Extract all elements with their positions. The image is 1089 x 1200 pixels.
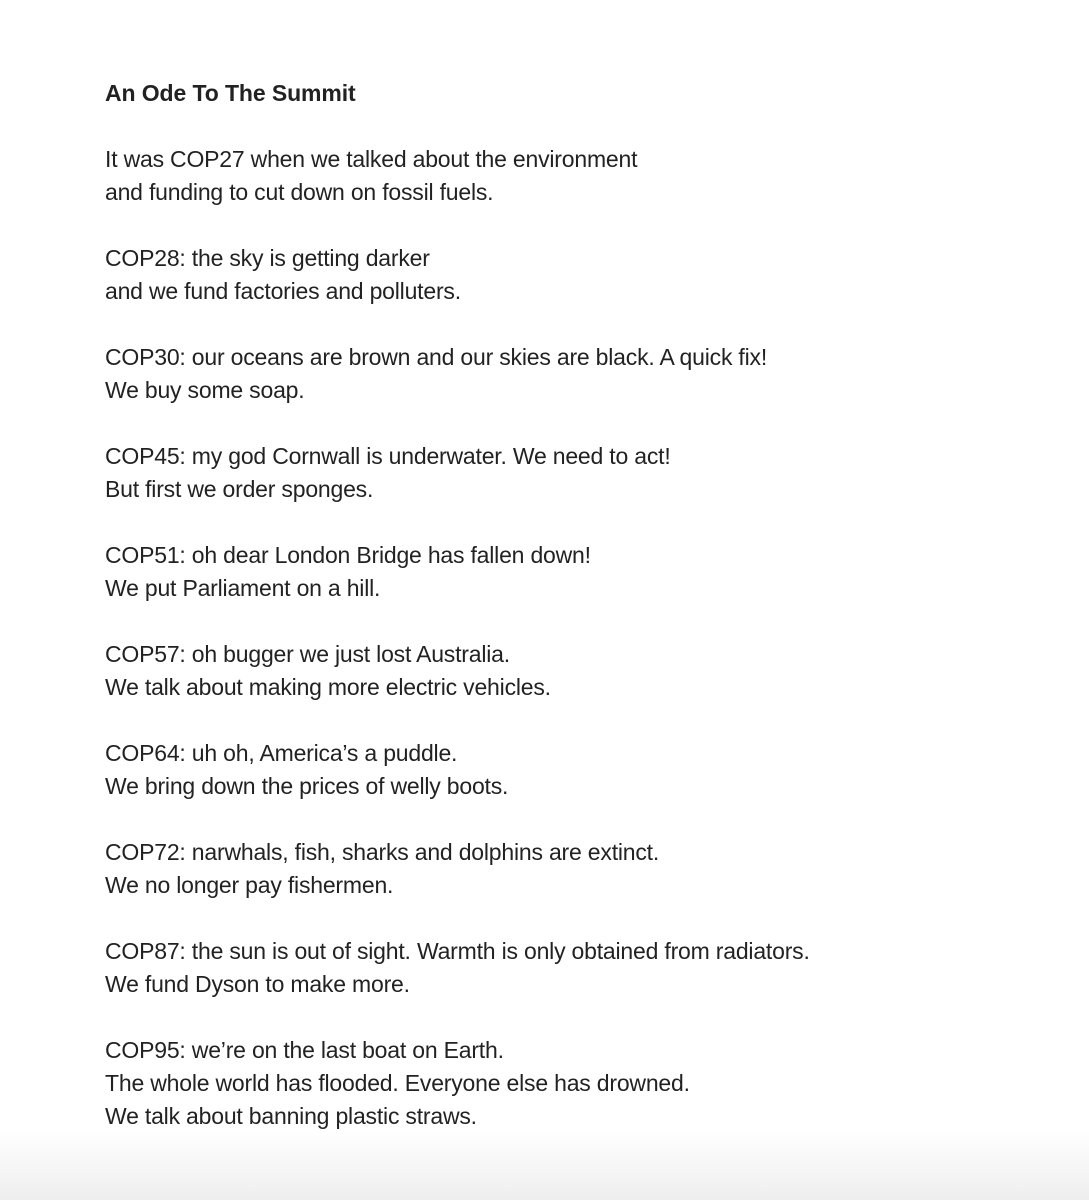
poem-line: and funding to cut down on fossil fuels. xyxy=(105,179,494,205)
poem-line: It was COP27 when we talked about the environment xyxy=(105,146,638,172)
poem-line: We talk about making more electric vehicles. xyxy=(105,674,551,700)
poem-line: We fund Dyson to make more. xyxy=(105,971,410,997)
poem-line: and we fund factories and polluters. xyxy=(105,278,461,304)
stanza-2 xyxy=(105,242,1005,308)
stanza-1 xyxy=(105,143,1005,209)
stanza-10 xyxy=(105,1034,1005,1133)
stanza-5 xyxy=(105,539,1005,605)
poem-title: An Ode To The Summit xyxy=(105,80,356,106)
poem-line: COP64: uh oh, America’s a puddle. xyxy=(105,740,458,766)
poem-line: But first we order sponges. xyxy=(105,476,374,502)
poem-line: We no longer pay fishermen. xyxy=(105,872,394,898)
stanza-8 xyxy=(105,836,1005,902)
poem-line: We put Parliament on a hill. xyxy=(105,575,381,601)
poem-line: COP51: oh dear London Bridge has fallen down! xyxy=(105,542,591,568)
poem-line: COP72: narwhals, fish, sharks and dolphins are extinct. xyxy=(105,839,660,865)
poem-line: COP45: my god Cornwall is underwater. We need to act! xyxy=(105,443,671,469)
stanza-4 xyxy=(105,440,1005,506)
bottom-edge-shadow xyxy=(0,1130,1089,1200)
poem-line: COP57: oh bugger we just lost Australia. xyxy=(105,641,510,667)
stanza-7 xyxy=(105,737,1005,803)
poem-line: COP30: our oceans are brown and our skies are black. A quick fix! xyxy=(105,344,768,370)
stanza-3 xyxy=(105,341,1005,407)
poem-line: We bring down the prices of welly boots. xyxy=(105,773,509,799)
poem-line: We talk about banning plastic straws. xyxy=(105,1103,477,1129)
poem-line: The whole world has flooded. Everyone else has drowned. xyxy=(105,1070,690,1096)
poem-body xyxy=(105,77,1005,1166)
stanza-9 xyxy=(105,935,1005,1001)
poem-line: COP28: the sky is getting darker xyxy=(105,245,430,271)
poem-line: COP95: we’re on the last boat on Earth. xyxy=(105,1037,504,1063)
poem-line: We buy some soap. xyxy=(105,377,305,403)
stanza-6 xyxy=(105,638,1005,704)
poem-line: COP87: the sun is out of sight. Warmth is only obtained from radiators. xyxy=(105,938,810,964)
